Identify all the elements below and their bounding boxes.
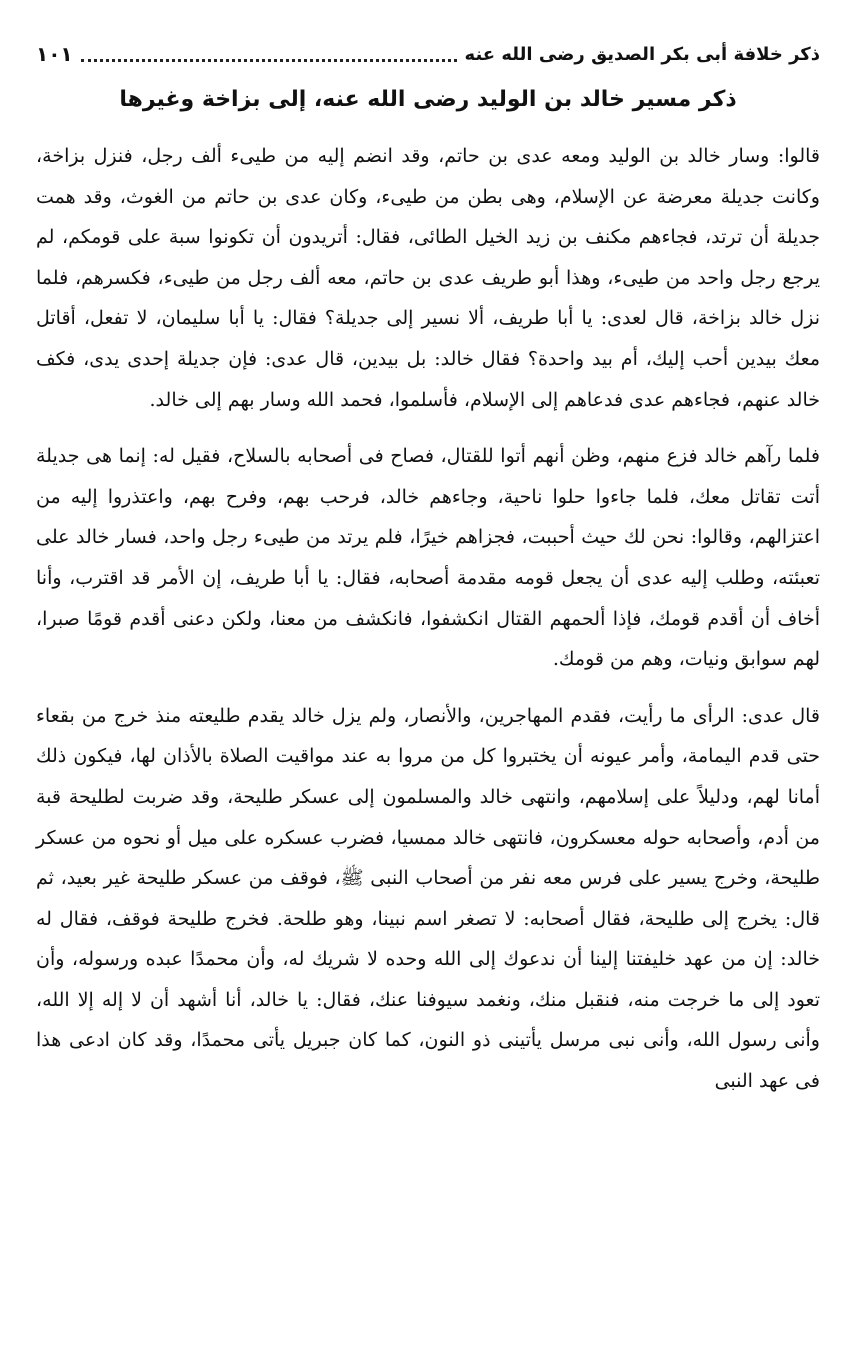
running-header: [36, 36, 820, 72]
book-page: [36, 36, 820, 1102]
running-header-title: ذكر خلافة أبى بكر الصديق رضى الله عنه: [464, 43, 820, 65]
paragraph-3: قال عدى: الرأى ما رأيت، فقدم المهاجرين، والأنصار، ولم يزل خالد يقدم طليعته منذ خرج من بقعاء حتى قدم اليمامة، وأمر عيونه أن يختبروا كل من مروا به عند مواقيت الصلاة بالأذان لها، فيكون ذلك أمانا لهم، ودليلاً على إسلامهم، وانتهى خالد والمسلمون إلى عسكر طليحة، وقد ضربت لطليحة قبة من أدم، وأصحابه حوله معسكرون، فانتهى خالد ممسيا، فضرب عسكره على ميل أو نحوه من عسكر طليحة، وخرج يسير على فرس معه نفر من أصحاب النبى ﷺ، فوقف من عسكر طليحة غير بعيد، ثم قال: يخرج إلى طليحة، فقال أصحابه: لا تصغر اسم نبينا، وهو طلحة. فخرج طليحة فوقف، فقال له خالد: إن من عهد خليفتنا إلينا أن ندعوك إلى الله وحده لا شريك له، وأن محمدًا عبده ورسوله، وأن تعود إلى ما خرجت منه، فنقبل منك، ونغمد سيوفنا عنك، فقال: يا خالد، أنا أشهد أن لا إله إلا الله، وأنى رسول الله، وأنى نبى مرسل يأتينى ذو النون، كما كان جبريل يأتى محمدًا، وقد كان ادعى هذا فى عهد النبى: [36, 704, 820, 1093]
paragraph-1: قالوا: وسار خالد بن الوليد ومعه عدى بن حاتم، وقد انضم إليه من طيىء ألف رجل، فنزل بزاخة، وكانت جديلة معرضة عن الإسلام، وهى بطن من طيىء، وكان عدى بن حاتم من الغوث، وقد همت جديلة أن ترتد، فجاءهم مكنف بن زيد الخيل الطائى، فقال: أتريدون أن تكونوا سبة على قومكم، لم يرجع رجل واحد من طيىء، وهذا أبو طريف عدى بن حاتم، معه ألف رجل من طيىء، فكسرهم، فلما نزل خالد بزاخة، قال لعدى: يا أبا طريف، ألا نسير إلى جديلة؟ فقال: يا أبا سليمان، لا تفعل، أقاتل معك بيدين أحب إليك، أم بيد واحدة؟ فقال خالد: بل بيدين، قال عدى: فإن جديلة إحدى يدى، فكف خالد عنهم، فجاءهم عدى فدعاهم إلى الإسلام، فأسلموا، فحمد الله وسار بهم إلى خالد.: [36, 145, 820, 411]
paragraph-2: فلما رآهم خالد فزع منهم، وظن أنهم أتوا للقتال، فصاح فى أصحابه بالسلاح، فقيل له: إنما هى جديلة أتت تقاتل معك، فلما جاءوا حلوا ناحية، وجاءهم خالد، فرحب بهم، وفرح بهم، واعتذروا إليه من اعتزالهم، وقالوا: نحن لك حيث أحببت، فجزاهم خيرًا، فلم يرتد من طيىء رجل واحد، فسار خالد على تعبئته، وطلب إليه عدى أن يجعل قومه مقدمة أصحابه، فقال: يا أبا طريف، إن الأمر قد اقترب، وأنا أخاف أن أقدم قومك، فإذا ألحمهم القتال انكشفوا، فانكشف من معنا، ولكن دعنى أقدم قومًا صبرا، لهم سوابق ونيات، وهم من قومك.: [36, 445, 820, 671]
section-heading: ذكر مسير خالد بن الوليد رضى الله عنه، إلى بزاخة وغيرها: [119, 87, 737, 112]
page-number: ١٠١: [36, 42, 73, 66]
leader-dots: [81, 47, 457, 62]
